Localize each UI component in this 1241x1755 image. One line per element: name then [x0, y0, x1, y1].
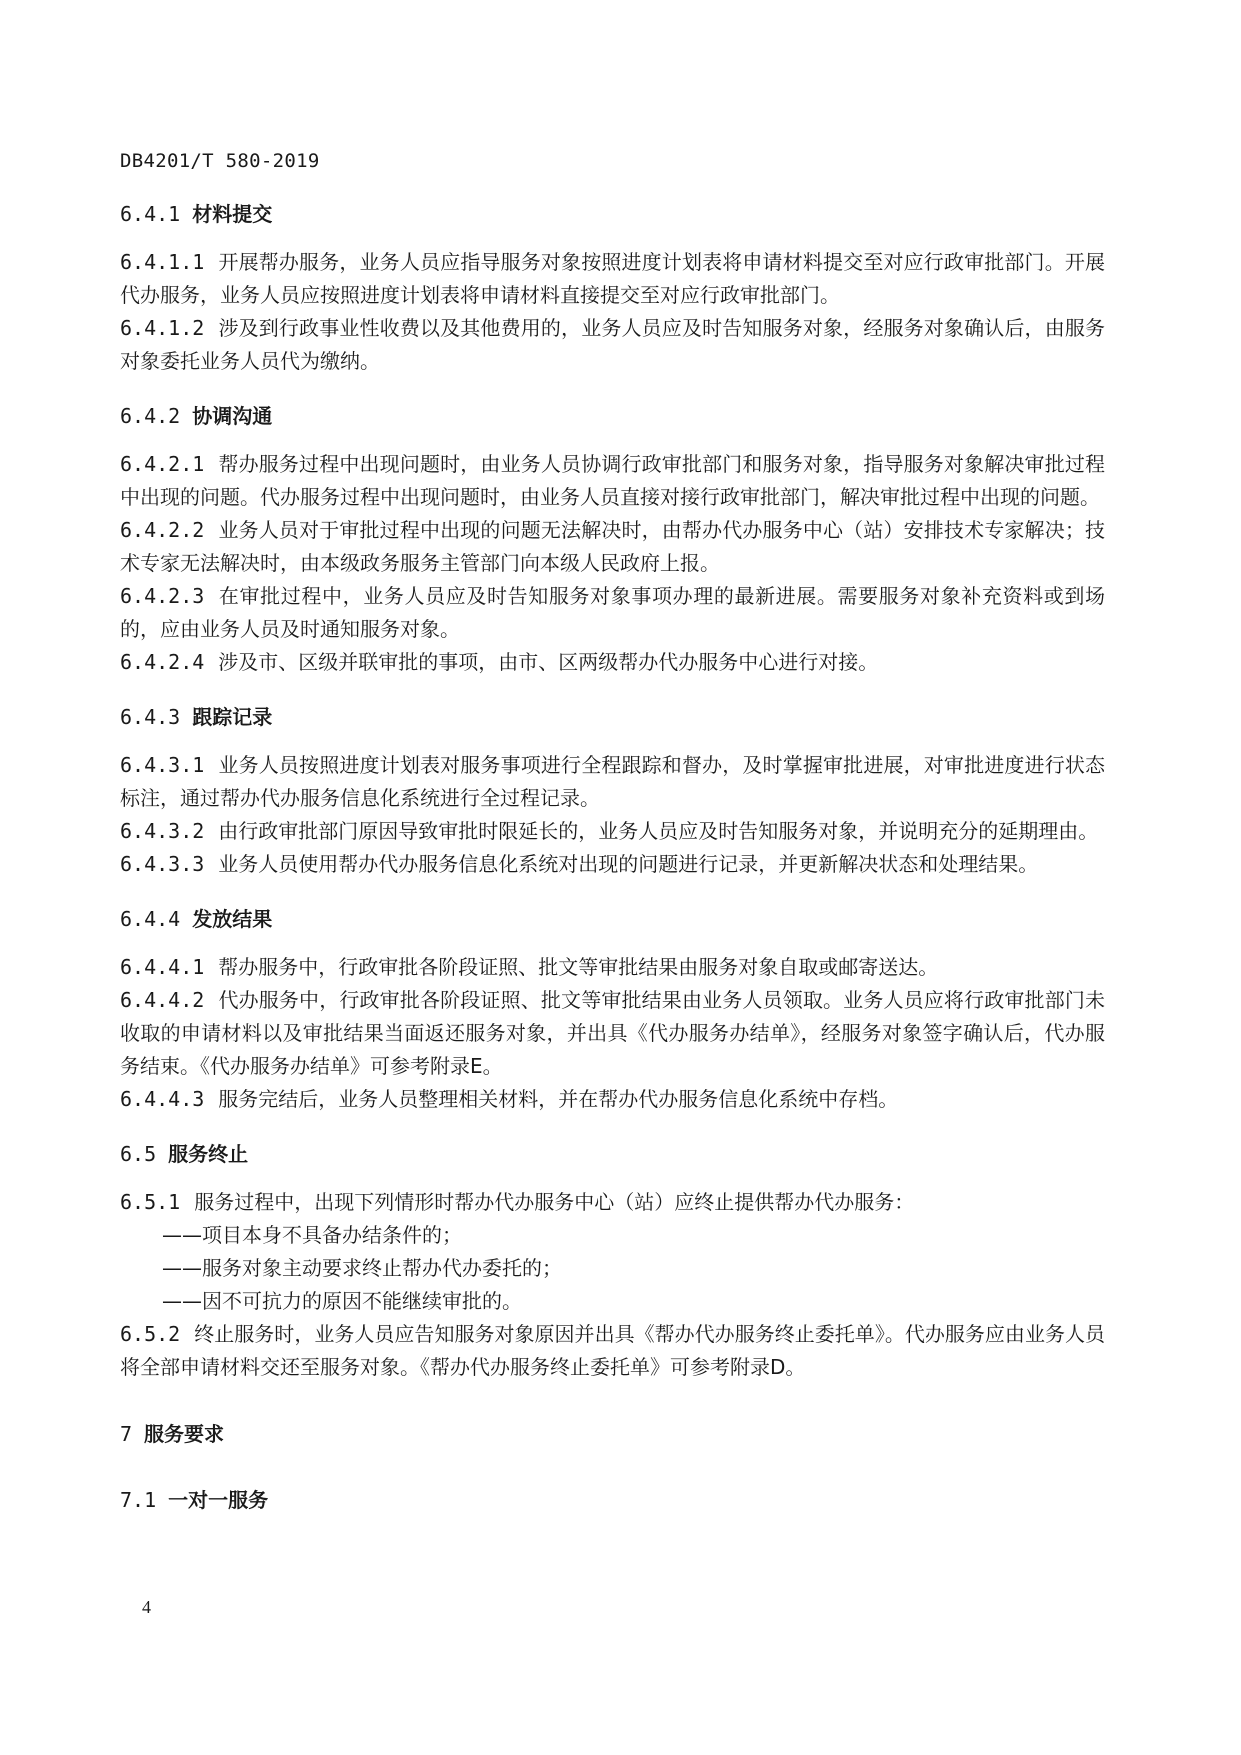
clause-number: 6.4.2.3	[120, 584, 205, 608]
section-number: 6.4.2	[120, 404, 181, 428]
list-item: ——服务对象主动要求终止帮办代办委托的；	[162, 1256, 562, 1280]
clause-text: 终止服务时，业务人员应告知服务对象原因并出具《帮办代办服务终止委托单》。代办服务应由业务人员将全部申请材料交还至服务对象。《帮办代办服务终止委托单》可参考附录D。	[120, 1322, 1105, 1379]
clause-number: 6.4.4.2	[120, 988, 205, 1012]
clause-text: 涉及到行政事业性收费以及其他费用的，业务人员应及时告知服务对象，经服务对象确认后，由服务对象委托业务人员代为缴纳。	[120, 316, 1105, 373]
clause-6-4-4-2	[120, 984, 1105, 1083]
section-number: 6.5	[120, 1142, 157, 1166]
clause-6-4-2-2	[120, 514, 1105, 580]
list-item: ——因不可抗力的原因不能继续审批的。	[162, 1289, 522, 1313]
section-title: 服务要求	[144, 1422, 225, 1446]
clause-6-4-3-3	[120, 848, 1105, 881]
clause-number: 6.4.1.1	[120, 250, 205, 274]
clause-6-4-1-1	[120, 246, 1105, 312]
clause-number: 6.4.1.2	[120, 316, 205, 340]
clause-text: 开展帮办服务，业务人员应指导服务对象按照进度计划表将申请材料提交至对应行政审批部门。开展代办服务，业务人员应按照进度计划表将申请材料直接提交至对应行政审批部门。	[120, 250, 1105, 307]
section-heading-6-4-3	[120, 701, 1105, 733]
clause-number: 6.4.2.4	[120, 650, 205, 674]
clause-text: 涉及市、区级并联审批的事项，由市、区两级帮办代办服务中心进行对接。	[218, 650, 879, 674]
list-item: ——项目本身不具备办结条件的；	[162, 1223, 462, 1247]
section-number: 6.4.3	[120, 705, 181, 729]
clause-6-5-2	[120, 1318, 1105, 1384]
section-heading-7-1	[120, 1484, 1105, 1516]
section-number: 6.4.1	[120, 202, 181, 226]
section-title: 服务终止	[168, 1142, 249, 1166]
section-number: 7	[120, 1422, 133, 1446]
clause-text: 帮办服务中，行政审批各阶段证照、批文等审批结果由服务对象自取或邮寄送达。	[218, 955, 939, 979]
section-heading-6-4-4	[120, 903, 1105, 935]
clause-6-5-1	[120, 1186, 1105, 1219]
clause-text: 业务人员使用帮办代办服务信息化系统对出现的问题进行记录，并更新解决状态和处理结果。	[218, 852, 1039, 876]
section-heading-6-5	[120, 1138, 1105, 1170]
clause-number: 6.4.3.1	[120, 753, 205, 777]
section-title: 跟踪记录	[192, 705, 273, 729]
clause-number: 6.4.3.3	[120, 852, 205, 876]
section-number: 6.4.4	[120, 907, 181, 931]
clause-6-4-3-2	[120, 815, 1105, 848]
clause-number: 6.4.4.1	[120, 955, 205, 979]
clause-text: 业务人员对于审批过程中出现的问题无法解决时，由帮办代办服务中心（站）安排技术专家解决；技术专家无法解决时，由本级政务服务主管部门向本级人民政府上报。	[120, 518, 1105, 575]
clause-6-4-2-4	[120, 646, 1105, 679]
page-number: 4	[142, 1597, 151, 1617]
clause-6-4-1-2	[120, 312, 1105, 378]
clause-number: 6.4.2.2	[120, 518, 205, 542]
clause-6-4-2-1	[120, 448, 1105, 514]
clause-6-4-4-1	[120, 951, 1105, 984]
clause-text: 代办服务中，行政审批各阶段证照、批文等审批结果由业务人员领取。业务人员应将行政审批部门未收取的申请材料以及审批结果当面返还服务对象，并出具《代办服务办结单》，经服务对象签字确认后，代办服务结束。《代办服务办结单》可参考附录E。	[120, 988, 1105, 1078]
section-heading-6-4-1	[120, 198, 1105, 230]
clause-text: 业务人员按照进度计划表对服务事项进行全程跟踪和督办，及时掌握审批进展，对审批进度进行状态标注，通过帮办代办服务信息化系统进行全过程记录。	[120, 753, 1105, 810]
section-heading-6-4-2	[120, 400, 1105, 432]
clause-number: 6.5.2	[120, 1322, 181, 1346]
clause-text: 在审批过程中，业务人员应及时告知服务对象事项办理的最新进展。需要服务对象补充资料或到场的，应由业务人员及时通知服务对象。	[120, 584, 1105, 641]
document-body	[120, 198, 1105, 1516]
clause-number: 6.4.2.1	[120, 452, 205, 476]
section-title: 一对一服务	[168, 1488, 269, 1512]
clause-text: 由行政审批部门原因导致审批时限延长的，业务人员应及时告知服务对象，并说明充分的延期理由。	[218, 819, 1099, 843]
section-heading-7	[120, 1418, 1105, 1450]
section-title: 协调沟通	[192, 404, 273, 428]
document-code: DB4201/T 580-2019	[120, 150, 320, 172]
clause-6-4-4-3	[120, 1083, 1105, 1116]
clause-text: 服务完结后，业务人员整理相关材料，并在帮办代办服务信息化系统中存档。	[218, 1087, 899, 1111]
section-number: 7.1	[120, 1488, 157, 1512]
clause-text: 帮办服务过程中出现问题时，由业务人员协调行政审批部门和服务对象，指导服务对象解决审批过程中出现的问题。代办服务过程中出现问题时，由业务人员直接对接行政审批部门，解决审批过程中出现的问题。	[120, 452, 1105, 509]
clause-text: 服务过程中，出现下列情形时帮办代办服务中心（站）应终止提供帮办代办服务：	[194, 1190, 915, 1214]
clause-number: 6.5.1	[120, 1190, 181, 1214]
clause-6-4-2-3	[120, 580, 1105, 646]
section-title: 发放结果	[192, 907, 273, 931]
section-title: 材料提交	[192, 202, 273, 226]
clause-6-4-3-1	[120, 749, 1105, 815]
clause-number: 6.4.4.3	[120, 1087, 205, 1111]
clause-number: 6.4.3.2	[120, 819, 205, 843]
